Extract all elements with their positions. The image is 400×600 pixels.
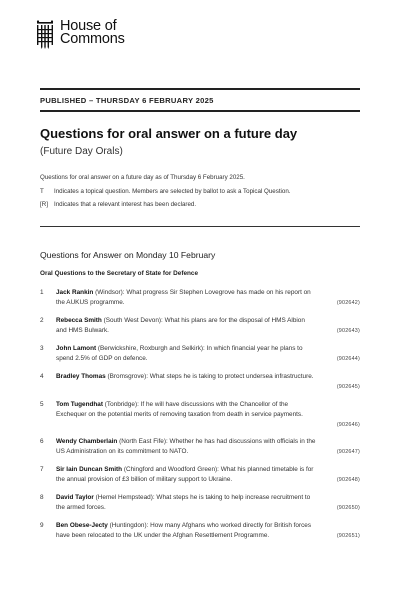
- legend-key: [R]: [40, 201, 48, 208]
- question-number: 2: [40, 317, 44, 324]
- question-number: 1: [40, 289, 44, 296]
- question-body: What his plans are for the disposal of HMS Albion and HMS Bulwark.: [56, 317, 305, 334]
- question-text: [56, 493, 316, 513]
- legend-text: Indicates a topical question. Members are selected by ballot to ask a Topical Question.: [54, 188, 291, 195]
- top-rule: [40, 88, 360, 90]
- question-reference: (902647): [336, 449, 360, 455]
- section-heading: Questions for Answer on Monday 10 February: [40, 250, 216, 260]
- portcullis-icon: [34, 20, 56, 50]
- member-name: Rebecca Smith: [56, 317, 102, 324]
- member-name: John Lamont: [56, 345, 97, 352]
- question-body: What steps he is taking to protect undersea infrastructure.: [149, 373, 314, 380]
- member-name: Wendy Chamberlain: [56, 438, 118, 445]
- department-heading: Oral Questions to the Secretary of State for Defence: [40, 270, 199, 277]
- question-item: [40, 316, 360, 336]
- member-constituency: (Hemel Hempstead):: [95, 494, 155, 501]
- question-item: [40, 465, 360, 485]
- question-number: 4: [40, 373, 44, 380]
- question-body: What steps he is taking to help increase recruitment to the armed forces.: [56, 494, 311, 511]
- question-text: [56, 288, 316, 308]
- legend-key: T: [40, 188, 44, 195]
- logo-wordmark: [60, 20, 125, 46]
- question-body: Whether he has had discussions with officials in the US Administration on its commitment to NATO.: [56, 438, 316, 455]
- question-number: 6: [40, 438, 44, 445]
- question-item: [40, 437, 360, 457]
- logo-line1: House of: [60, 18, 117, 34]
- question-reference: (902650): [336, 505, 360, 511]
- published-date: PUBLISHED – THURSDAY 6 FEBRUARY 2025: [40, 96, 214, 105]
- published-rule: [40, 110, 360, 112]
- legend-text: Indicates that a relevant interest has been declared.: [54, 201, 197, 208]
- question-item: [40, 372, 360, 392]
- question-number: 5: [40, 401, 44, 408]
- member-constituency: (South West Devon):: [103, 317, 163, 324]
- question-number: 8: [40, 494, 44, 501]
- question-item: [40, 400, 360, 430]
- question-number: 9: [40, 522, 44, 529]
- question-body: In which financial year he plans to spend 2.5% of GDP on defence.: [56, 345, 303, 362]
- member-name: Tom Tugendhat: [56, 401, 103, 408]
- legend-item-interest: [40, 201, 196, 208]
- member-constituency: (Berwickshire, Roxburgh and Selkirk):: [97, 345, 205, 352]
- house-of-commons-logo: [34, 20, 125, 50]
- question-reference: (902642): [336, 300, 360, 306]
- question-text: [56, 465, 316, 485]
- member-name: Bradley Thomas: [56, 373, 106, 380]
- member-name: David Taylor: [56, 494, 94, 501]
- question-number: 3: [40, 345, 44, 352]
- question-reference: (902648): [336, 477, 360, 483]
- question-text: [56, 316, 316, 336]
- section-rule: [40, 226, 360, 227]
- question-item: [40, 493, 360, 513]
- member-constituency: (Bromsgrove):: [107, 373, 148, 380]
- logo-line2: Commons: [60, 31, 125, 47]
- intro-text: Questions for oral answer on a future day as of Thursday 6 February 2025.: [40, 174, 245, 181]
- member-name: Jack Rankin: [56, 289, 94, 296]
- page-title: Questions for oral answer on a future day: [40, 126, 298, 141]
- question-text: [56, 521, 316, 541]
- member-name: Ben Obese-Jecty: [56, 522, 108, 529]
- question-item: [40, 344, 360, 364]
- member-constituency: (Windsor):: [95, 289, 125, 296]
- question-reference: (902645): [336, 384, 360, 390]
- question-body: What his planned timetable is for the annual provision of £3 billion of military support to Ukraine.: [56, 466, 314, 483]
- question-item: [40, 288, 360, 308]
- question-body: What progress Sir Stephen Lovegrove has made on his report on the AUKUS programme.: [56, 289, 311, 306]
- question-text: [56, 344, 316, 364]
- legend-item-topical: [40, 188, 291, 195]
- question-text: [56, 437, 316, 457]
- question-text: [56, 400, 316, 420]
- page-subtitle: (Future Day Orals): [40, 146, 123, 157]
- member-constituency: (Chingford and Woodford Green):: [123, 466, 219, 473]
- question-reference: (902651): [336, 533, 360, 539]
- member-constituency: (Tonbridge):: [104, 401, 139, 408]
- member-constituency: (Huntingdon):: [109, 522, 149, 529]
- question-text: [56, 372, 356, 382]
- question-body: How many Afghans who worked directly for British forces have been relocated to the UK under the Afghan Resettlement Programme.: [56, 522, 312, 539]
- member-name: Sir Iain Duncan Smith: [56, 466, 123, 473]
- member-constituency: (North East Fife):: [119, 438, 168, 445]
- question-number: 7: [40, 466, 44, 473]
- question-body: If he will have discussions with the Chancellor of the Exchequer on the potential merits of removing taxation from death in service payments.: [56, 401, 303, 418]
- question-reference: (902646): [336, 422, 360, 428]
- question-reference: (902644): [336, 356, 360, 362]
- question-item: [40, 521, 360, 541]
- question-reference: (902643): [336, 328, 360, 334]
